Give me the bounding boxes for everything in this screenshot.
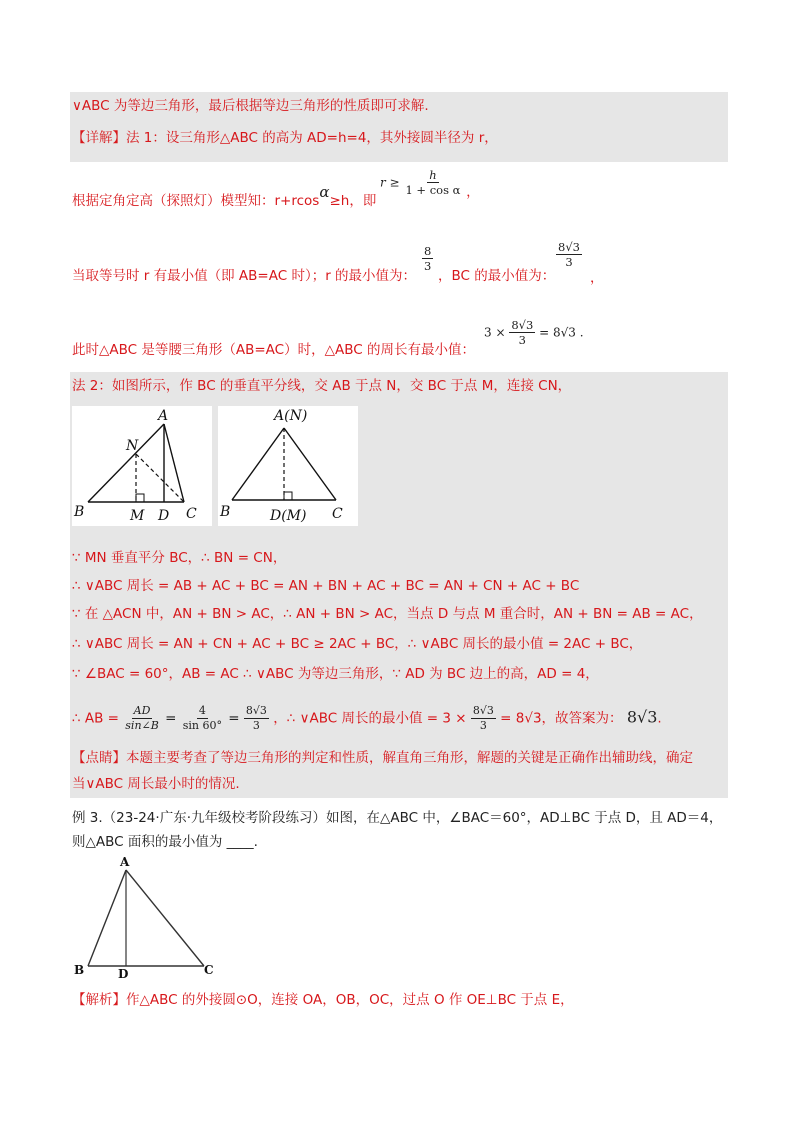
label-B: B <box>74 504 85 520</box>
label-B: B <box>74 963 85 977</box>
formula-r-ge: r ≥ $\frac{h}{\text{1 + cos α}}$ ， <box>380 168 480 200</box>
text-line-17: 【解析】作△ABC 的外接圆⊙O，连接 OA，OB，OC，过点 O 作 OE⊥BC 于点 E， <box>72 992 574 1008</box>
label-C: C <box>186 506 197 522</box>
label-C: C <box>332 506 343 522</box>
label-A-N: A(N) <box>274 408 308 424</box>
text-line-7: ∵ MN 垂直平分 BC，∴ BN = CN， <box>72 550 287 566</box>
text-line-10: ∴ ∨ABC 周长 = AN + CN + AC + BC ≥ 2AC + BC，∴ ∨ABC 周长的最小值 = 2AC + BC， <box>72 636 643 652</box>
label-A: A <box>158 408 169 424</box>
text-line-4: 当取等号时 r 有最小值（即 AB=AC 时）；r 的最小值为： <box>72 268 417 284</box>
text-line-2: 【详解】法 1：设三角形△ABC 的高为 AD=h=4，其外接圆半径为 r， <box>72 130 498 146</box>
label-M: M <box>130 508 145 524</box>
label-D: D <box>158 508 170 524</box>
example-3-line-1: 例 3.（23-24·广东·九年级校考阶段练习）如图，在△ABC 中，∠BAC＝60°，AD⊥BC 于点 D，且 AD＝4， <box>72 810 723 826</box>
text-line-5: 此时△ABC 是等腰三角形（AB=AC）时，△ABC 的周长有最小值： <box>72 342 475 358</box>
label-A: A <box>120 855 130 869</box>
figure-3 <box>70 852 230 980</box>
text-line-6: 法 2：如图所示，作 BC 的垂直平分线，交 AB 于点 N，交 BC 于点 M，连接 CN， <box>72 378 572 394</box>
formula-perimeter-min: 3 × $\frac{8√3}{3}$ = 8√3 . <box>484 318 584 347</box>
text-line-4b: ，BC 的最小值为： <box>438 268 556 284</box>
label-B: B <box>220 504 231 520</box>
formula-bc-min: $\frac{8√3}{3}$ <box>558 240 580 269</box>
text-line-1: ∨ABC 为等边三角形，最后根据等边三角形的性质即可求解. <box>72 98 429 114</box>
text-line-14: 当∨ABC 周长最小时的情况. <box>72 776 240 792</box>
text-line-8: ∴ ∨ABC 周长 = AB + AC + BC = AN + BN + AC + BC = AN + CN + AC + BC <box>72 578 580 594</box>
label-N: N <box>126 438 139 454</box>
formula-r-min: $\frac{8}{3}$ <box>424 244 432 273</box>
text-line-9: ∵ 在 △ACN 中，AN + BN > AC，∴ AN + BN > AC，当点 D 与点 M 重合时，AN + BN = AB = AC， <box>72 606 703 622</box>
figure-1 <box>72 406 212 526</box>
text-line-4-end: ， <box>590 270 604 286</box>
example-3-line-2: 则△ABC 面积的最小值为 ____. <box>72 834 258 850</box>
text-line-11: ∵ ∠BAC = 60°，AB = AC ∴ ∨ABC 为等边三角形，∵ AD 为 BC 边上的高，AD = 4， <box>72 666 599 682</box>
label-D-M: D(M) <box>270 508 307 524</box>
label-C: C <box>204 963 214 977</box>
figure-2 <box>218 406 358 526</box>
text-line-12: ∴ AB = $\frac{AD}{\sin\angle B}$ = $\frac{4}{\sin 60^\circ}$ = $\frac{8√3}{3}$ ，∴ ∨ABC 周长的最小值 = 3 × $\frac{8√3}{3}$ = 8√3，故答案为： 8√3. <box>72 704 662 732</box>
text-line-13: 【点睛】本题主要考查了等边三角形的判定和性质，解直角三角形，解题的关键是正确作出辅助线，确定 <box>72 750 693 766</box>
text-line-3: 根据定角定高（探照灯）模型知：r+rcosα≥h，即 <box>72 183 377 209</box>
label-D: D <box>118 967 129 980</box>
